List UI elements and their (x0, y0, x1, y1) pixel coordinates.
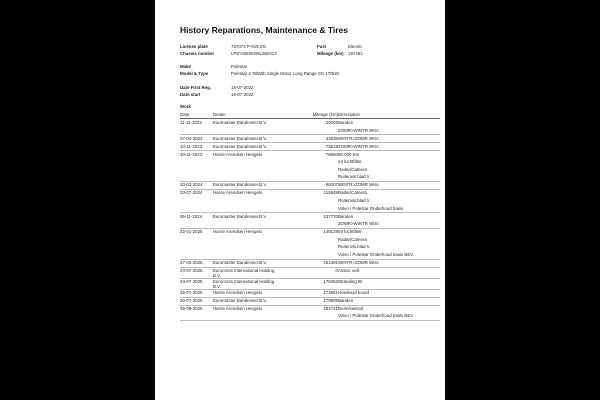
row-mileage: 179263 (323, 278, 338, 284)
row-dealer: Harrie Arendsen Hengelo (213, 305, 263, 311)
first-reg-value: 15-07-2022 (231, 85, 254, 90)
date-start-label: Date start (180, 92, 201, 97)
make-label: Make (180, 64, 191, 69)
row-mileage: 75618 (325, 143, 338, 149)
row-description: 60.000 Km (338, 151, 360, 157)
table-header-divider (180, 118, 440, 119)
row-description: Int luchtfilter (338, 159, 362, 165)
row-description: ZOMR>WINTR Wiss (338, 143, 379, 149)
row-description: Hoedenpl koord (338, 289, 370, 295)
row-description: WINTR>ZOMR Wiss (338, 135, 379, 141)
row-description: Banden (338, 120, 354, 125)
row-mileage: 78660 (325, 151, 338, 157)
row-description: Ruitenvis.blad V (338, 198, 370, 203)
date-start-value: 15-07-2022 (231, 92, 254, 97)
row-mileage: 115948 (323, 190, 338, 196)
row-mileage: 149129 (323, 229, 338, 235)
row-date: 27-03-2025 (180, 260, 203, 265)
row-mileage: 43835 (325, 135, 338, 141)
row-dealer: B.V. (213, 283, 221, 289)
row-mileage: 184721 (323, 305, 338, 311)
row-mileage: 20002 (325, 120, 338, 125)
row-dealer: Euromaster Bandenser.B.V. (213, 213, 268, 219)
model-label: Model & Type (180, 71, 209, 76)
fuel-value: Electric (348, 44, 363, 49)
row-date: 03-07-2024 (180, 190, 203, 196)
row-date: 10-11-2023 (180, 143, 203, 149)
row-mileage: 179905 (323, 297, 338, 303)
column-header-description: Description (338, 112, 360, 117)
row-description: Radar/Camera (338, 236, 367, 242)
make-value: Polestar (231, 64, 248, 69)
row-dealer: Harrie Arendsen Hengelo (213, 289, 263, 295)
row-dealer: Euromaster Bandenser.B.V. (213, 135, 268, 141)
license-plate-label: License plate (180, 44, 208, 49)
row-description: Stranding BI (338, 278, 363, 284)
row-description: Int luchtfilter (338, 229, 362, 235)
row-description: Ruitenvis.blad V (338, 244, 370, 250)
row-mileage: 174551 (323, 289, 338, 295)
row-dealer: Eurocross International Holding (213, 268, 275, 273)
row-dealer: Harrie Arendsen Hengelo (213, 151, 263, 157)
row-mileage: 161391 (323, 260, 338, 265)
row-date: 24-07-2025 (180, 278, 203, 284)
row-description: WINTR>ZOMR Wiss (338, 182, 379, 188)
row-description: Volvo / Polestar Onderhoud basis BEV (338, 313, 414, 319)
column-header-mileage: Mileage (km) (312, 112, 338, 117)
row-date: 24-07-2025 (180, 268, 203, 273)
row-dealer: Harrie Arendsen Hengelo (213, 229, 263, 235)
row-date: 30-07-2025 (180, 297, 203, 303)
row-date: 11-11-2022 (180, 120, 202, 125)
mileage-value: 197252 (348, 51, 363, 56)
row-description: Volvo / Polestar Onderhoud basis (338, 205, 404, 211)
row-date: 20-03-2024 (180, 182, 203, 188)
row-mileage: 137770 (323, 213, 338, 219)
work-heading: Work (180, 104, 191, 109)
row-description: Radar/Camera (338, 190, 367, 196)
row-description: Volvo / Polestar Onderhoud basis BEV (338, 252, 414, 257)
column-header-dealer: Dealer (213, 112, 226, 117)
row-dealer: Euromaster Bandenser.B.V. (213, 120, 268, 125)
license-plate-value: 767074 P-919-ZG (231, 44, 267, 49)
row-dealer: Euromaster Bandenser.B.V. (213, 143, 268, 149)
row-description: Ruitenvis.blad V (338, 174, 370, 180)
row-date: 22-01-2025 (180, 229, 203, 235)
row-date: 07-04-2023 (180, 135, 203, 141)
row-description: WINTR>ZOMR Wiss (338, 260, 379, 265)
row-dealer: Euromaster Bandenser.B.V. (213, 260, 268, 265)
row-date: 06-11-2024 (180, 213, 203, 219)
row-dealer: Harrie Arendsen Hengelo (213, 190, 263, 196)
chassis-label: Chassis number (180, 51, 215, 56)
model-value: Polestar 2 78kWh Single Motor Long Range SD 170kW (231, 71, 339, 76)
row-dealer: Euromaster Bandenser.B.V. (213, 182, 268, 188)
row-dealer: B.V. (213, 273, 221, 278)
row-description: Banden (338, 297, 354, 303)
row-description: ZOMR>WINTR Wiss (338, 127, 379, 133)
row-divider (180, 320, 440, 321)
row-date: 25-07-2025 (180, 289, 203, 295)
row-description: Radar/Camera (338, 166, 367, 172)
row-mileage: 0 (335, 268, 338, 273)
mileage-label: Mileage (km) (317, 51, 344, 56)
row-description: Assist. verl. (338, 268, 361, 273)
document-page (155, 0, 445, 400)
row-mileage: 96307 (325, 182, 338, 188)
row-date: 29-11-2023 (180, 151, 203, 157)
chassis-value: LPSVSBSE0NL082013 (231, 51, 277, 56)
first-reg-label: Date First Reg. (180, 85, 211, 90)
fuel-label: Fuel (317, 44, 327, 49)
row-description: Remvloeistof (338, 305, 364, 311)
page-title: History Reparations, Maintenance & Tires (180, 25, 349, 35)
row-dealer: Eurocross International Holding (213, 278, 275, 284)
row-description: ZOMR>WINTR Wiss (338, 221, 379, 227)
row-description: Banden (338, 213, 354, 219)
column-header-date: Date (180, 112, 190, 117)
row-dealer: Euromaster Bandenser.B.V. (213, 297, 268, 303)
row-date: 29-08-2025 (180, 305, 203, 311)
